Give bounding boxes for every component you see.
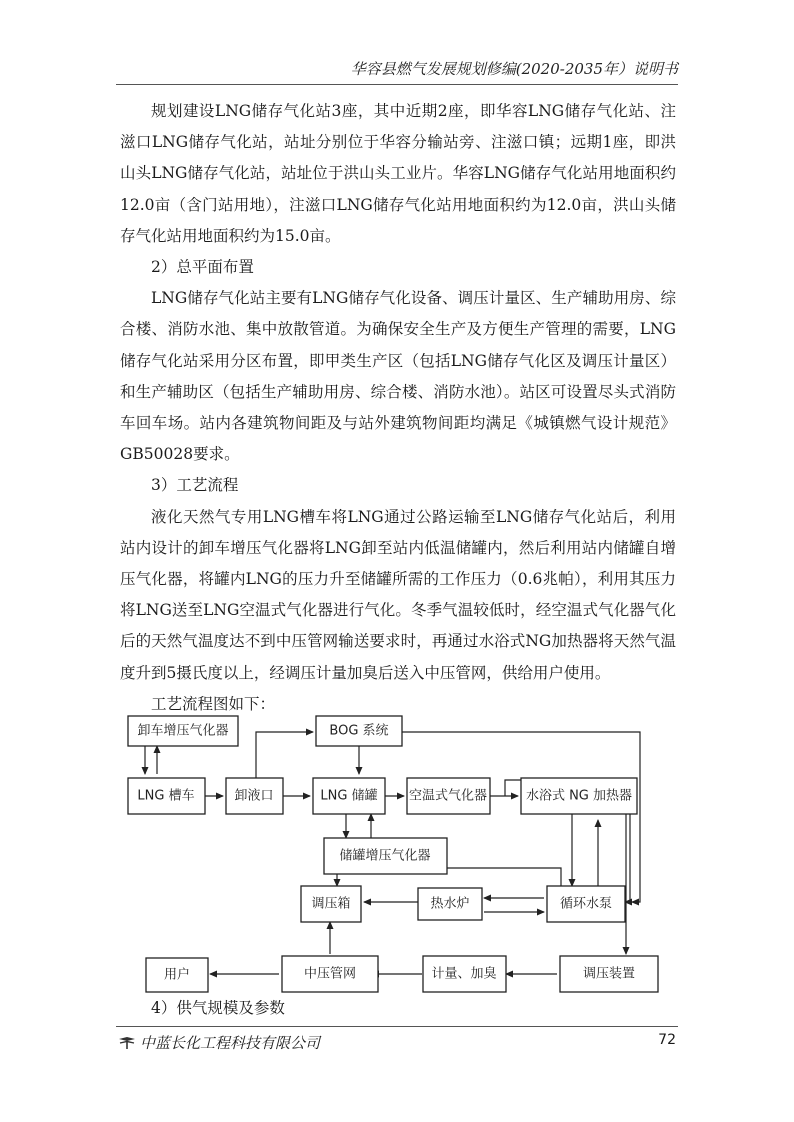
- header-rule: [116, 84, 678, 85]
- svg-text:热水炉: 热水炉: [430, 896, 470, 912]
- box-unload-booster: [128, 716, 238, 746]
- svg-text:水浴式 NG 加热器: 水浴式 NG 加热器: [525, 788, 633, 804]
- box-water-bath-heater: [521, 778, 637, 814]
- box-unload-port: [226, 778, 283, 814]
- heading-supply-scale: 4）供气规模及参数: [151, 999, 285, 1017]
- box-mid-pressure-network: [282, 956, 378, 992]
- heading-layout: 2）总平面布置: [151, 258, 254, 277]
- paragraph-diagram-intro: 工艺流程图如下：: [151, 694, 276, 713]
- box-regulating-device: [560, 956, 658, 992]
- box-lng-tank: [313, 778, 385, 814]
- box-users: [146, 958, 208, 992]
- svg-text:调压箱: 调压箱: [311, 896, 351, 912]
- page-number: 72: [658, 1032, 676, 1048]
- svg-text:调压装置: 调压装置: [582, 966, 636, 982]
- paragraph-process: 液化天然气专用LNG槽车将LNG通过公路运输至LNG储存气化站后，利用站内设计的卸车增压气化器将LNG卸至站内低温储罐内，然后利用站内储罐自增压气化器，将罐内LNG的压力升至储罐所需的工作压力（0.6兆帕），利用其压力将LNG送至LNG空温式气化器进行气化。冬季气温较低时，经空温式气化器气化后的天然气温度达不到中压管网输送要求时，再通过水浴式NG加热器将天然气温度升到5摄氏度以上，经调压计量加臭后送入中压管网，供给用户使用。: [120, 507, 676, 682]
- svg-text:计量、加臭: 计量、加臭: [431, 966, 497, 982]
- svg-text:中压管网: 中压管网: [303, 966, 357, 982]
- svg-text:BOG 系统: BOG 系统: [329, 723, 389, 739]
- svg-text:空温式气化器: 空温式气化器: [408, 788, 488, 804]
- svg-text:LNG 储罐: LNG 储罐: [320, 788, 378, 804]
- svg-text:卸液口: 卸液口: [234, 788, 274, 804]
- footer-rule: [116, 1026, 678, 1027]
- svg-text:用户: 用户: [163, 967, 191, 983]
- box-hot-water-boiler: [418, 888, 482, 920]
- box-regulator-box: [301, 886, 361, 922]
- svg-text:储罐增压气化器: 储罐增压气化器: [339, 848, 431, 864]
- box-ambient-vaporizer: [407, 778, 490, 814]
- svg-text:LNG 槽车: LNG 槽车: [137, 788, 195, 804]
- svg-text:循环水泵: 循环水泵: [559, 896, 613, 912]
- body-text: [120, 96, 676, 720]
- page-header-title: 华容县燃气发展规划修编(2020-2035年）说明书: [350, 60, 678, 78]
- paragraph-station-plan: 规划建设LNG储存气化站3座，其中近期2座，即华容LNG储存气化站、注滋口LNG储存气化站，站址分别位于华容分输站旁、注滋口镇；远期1座，即洪山头LNG储存气化站，站址位于洪山头工业片。华容LNG储存气化站用地面积约12.0亩（含门站用地），注滋口LNG储存气化站用地面积约为12.0亩，洪山头储存气化站用地面积约为15.0亩。: [120, 102, 676, 245]
- box-circulating-pump: [547, 886, 625, 922]
- box-tank-booster: [324, 838, 447, 874]
- company-logo-icon: [118, 1036, 136, 1050]
- footer-company-name: 中蓝长化工程科技有限公司: [140, 1034, 321, 1052]
- box-bog-system: [316, 716, 402, 746]
- process-flow-diagram: [120, 700, 680, 1000]
- box-metering-odorizing: [423, 956, 506, 992]
- heading-process: 3）工艺流程: [151, 476, 239, 495]
- box-lng-truck: [128, 778, 205, 814]
- paragraph-layout: LNG储存气化站主要有LNG储存气化设备、调压计量区、生产辅助用房、综合楼、消防水池、集中放散管道。为确保安全生产及方便生产管理的需要，LNG储存气化站采用分区布置，即甲类生产区（包括LNG储存气化区及调压计量区）和生产辅助区（包括生产辅助用房、综合楼、消防水池）。站区可设置尽头式消防车回车场。站内各建筑物间距及与站外建筑物间距均满足《城镇燃气设计规范》GB50028要求。: [120, 289, 676, 464]
- svg-text:卸车增压气化器: 卸车增压气化器: [137, 723, 229, 739]
- footer-company: [118, 1032, 320, 1053]
